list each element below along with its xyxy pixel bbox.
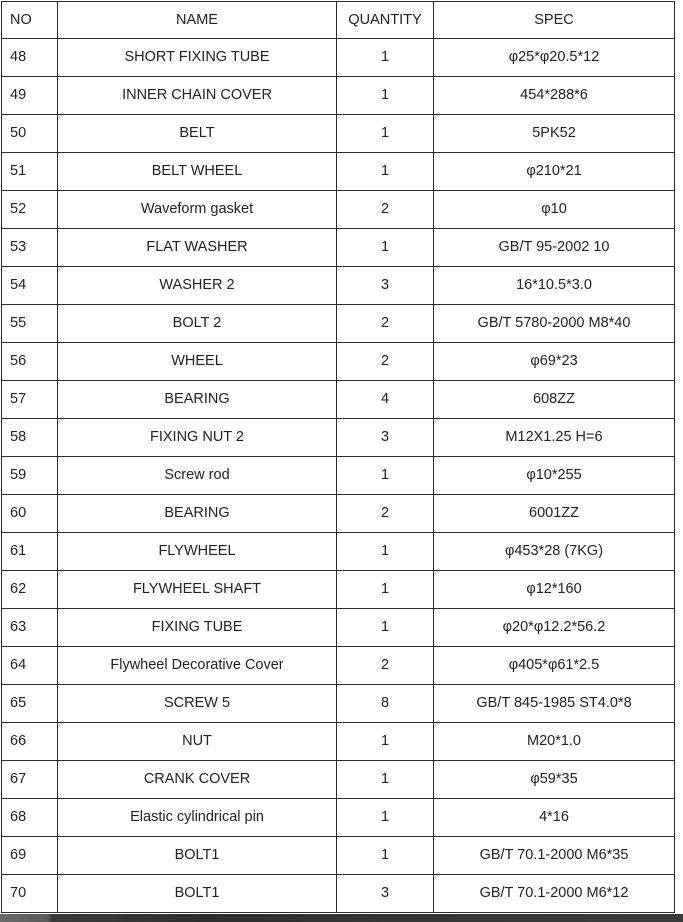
cell-quantity: 1: [337, 609, 434, 647]
cell-spec: GB/T 845-1985 ST4.0*8: [434, 685, 675, 723]
cell-no: 68: [2, 799, 58, 837]
table-row: [2, 153, 675, 191]
cell-spec: φ69*23: [434, 343, 675, 381]
cell-quantity: 2: [337, 647, 434, 685]
cell-quantity: 2: [337, 343, 434, 381]
cell-quantity: 1: [337, 77, 434, 115]
cell-no: 53: [2, 229, 58, 267]
cell-quantity: 1: [337, 837, 434, 875]
cell-spec: GB/T 70.1-2000 M6*12: [434, 875, 675, 913]
cell-name: FIXING TUBE: [58, 609, 337, 647]
cell-no: 66: [2, 723, 58, 761]
table-row: [2, 305, 675, 343]
table-row: [2, 381, 675, 419]
header-spec: SPEC: [434, 2, 675, 39]
cell-no: 55: [2, 305, 58, 343]
cell-name: FLYWHEEL SHAFT: [58, 571, 337, 609]
cell-spec: M12X1.25 H=6: [434, 419, 675, 457]
header-quantity: QUANTITY: [337, 2, 434, 39]
cell-no: 65: [2, 685, 58, 723]
cell-spec: φ25*φ20.5*12: [434, 39, 675, 77]
cell-no: 67: [2, 761, 58, 799]
table-row: [2, 77, 675, 115]
table-row: [2, 39, 675, 77]
cell-name: Flywheel Decorative Cover: [58, 647, 337, 685]
cell-quantity: 1: [337, 761, 434, 799]
table-row: [2, 495, 675, 533]
cell-name: BEARING: [58, 495, 337, 533]
cell-quantity: 1: [337, 799, 434, 837]
cell-no: 58: [2, 419, 58, 457]
cell-spec: 4*16: [434, 799, 675, 837]
cell-quantity: 1: [337, 39, 434, 77]
cell-name: WASHER 2: [58, 267, 337, 305]
table-row: [2, 457, 675, 495]
cell-no: 51: [2, 153, 58, 191]
table-row: [2, 419, 675, 457]
cell-quantity: 8: [337, 685, 434, 723]
header-no: NO: [2, 2, 58, 39]
table-row: [2, 875, 675, 913]
cell-name: SCREW 5: [58, 685, 337, 723]
table-row: [2, 533, 675, 571]
cell-no: 61: [2, 533, 58, 571]
cell-no: 48: [2, 39, 58, 77]
table-header-row: [2, 2, 675, 39]
header-name: NAME: [58, 2, 337, 39]
bottom-dark-strip: [0, 914, 683, 922]
cell-quantity: 4: [337, 381, 434, 419]
cell-spec: φ10: [434, 191, 675, 229]
table-row: [2, 267, 675, 305]
cell-spec: φ59*35: [434, 761, 675, 799]
cell-name: BEARING: [58, 381, 337, 419]
cell-no: 49: [2, 77, 58, 115]
cell-no: 57: [2, 381, 58, 419]
cell-quantity: 2: [337, 495, 434, 533]
table-row: [2, 229, 675, 267]
table-row: [2, 343, 675, 381]
cell-quantity: 3: [337, 419, 434, 457]
cell-spec: M20*1.0: [434, 723, 675, 761]
cell-no: 70: [2, 875, 58, 913]
cell-name: WHEEL: [58, 343, 337, 381]
table-row: [2, 115, 675, 153]
parts-table-body: [2, 39, 675, 913]
cell-spec: φ20*φ12.2*56.2: [434, 609, 675, 647]
table-row: [2, 761, 675, 799]
table-row: [2, 609, 675, 647]
cell-name: Elastic cylindrical pin: [58, 799, 337, 837]
cell-spec: GB/T 70.1-2000 M6*35: [434, 837, 675, 875]
table-row: [2, 647, 675, 685]
cell-quantity: 1: [337, 229, 434, 267]
cell-no: 50: [2, 115, 58, 153]
cell-spec: φ405*φ61*2.5: [434, 647, 675, 685]
cell-no: 62: [2, 571, 58, 609]
cell-name: BOLT1: [58, 837, 337, 875]
table-row: [2, 571, 675, 609]
cell-quantity: 1: [337, 571, 434, 609]
cell-spec: 608ZZ: [434, 381, 675, 419]
cell-spec: GB/T 95-2002 10: [434, 229, 675, 267]
cell-quantity: 1: [337, 153, 434, 191]
cell-no: 54: [2, 267, 58, 305]
cell-no: 59: [2, 457, 58, 495]
cell-name: Waveform gasket: [58, 191, 337, 229]
cell-quantity: 2: [337, 305, 434, 343]
cell-quantity: 2: [337, 191, 434, 229]
cell-name: NUT: [58, 723, 337, 761]
cell-name: FLYWHEEL: [58, 533, 337, 571]
cell-name: Screw rod: [58, 457, 337, 495]
cell-spec: 454*288*6: [434, 77, 675, 115]
table-row: [2, 191, 675, 229]
cell-spec: 5PK52: [434, 115, 675, 153]
cell-spec: φ210*21: [434, 153, 675, 191]
table-row: [2, 685, 675, 723]
cell-spec: φ453*28 (7KG): [434, 533, 675, 571]
cell-no: 69: [2, 837, 58, 875]
table-row: [2, 723, 675, 761]
cell-no: 63: [2, 609, 58, 647]
cell-spec: GB/T 5780-2000 M8*40: [434, 305, 675, 343]
cell-quantity: 1: [337, 533, 434, 571]
cell-spec: 6001ZZ: [434, 495, 675, 533]
cell-quantity: 3: [337, 875, 434, 913]
cell-name: BOLT 2: [58, 305, 337, 343]
cell-name: BOLT1: [58, 875, 337, 913]
cell-name: FIXING NUT 2: [58, 419, 337, 457]
cell-name: BELT: [58, 115, 337, 153]
cell-no: 56: [2, 343, 58, 381]
cell-quantity: 1: [337, 457, 434, 495]
parts-table: [1, 1, 675, 913]
cell-no: 60: [2, 495, 58, 533]
cell-name: FLAT WASHER: [58, 229, 337, 267]
cell-quantity: 1: [337, 723, 434, 761]
cell-quantity: 3: [337, 267, 434, 305]
cell-spec: φ10*255: [434, 457, 675, 495]
cell-name: CRANK COVER: [58, 761, 337, 799]
cell-spec: φ12*160: [434, 571, 675, 609]
cell-spec: 16*10.5*3.0: [434, 267, 675, 305]
cell-name: INNER CHAIN COVER: [58, 77, 337, 115]
cell-no: 64: [2, 647, 58, 685]
table-row: [2, 799, 675, 837]
table-row: [2, 837, 675, 875]
cell-quantity: 1: [337, 115, 434, 153]
cell-name: SHORT FIXING TUBE: [58, 39, 337, 77]
cell-no: 52: [2, 191, 58, 229]
cell-name: BELT WHEEL: [58, 153, 337, 191]
